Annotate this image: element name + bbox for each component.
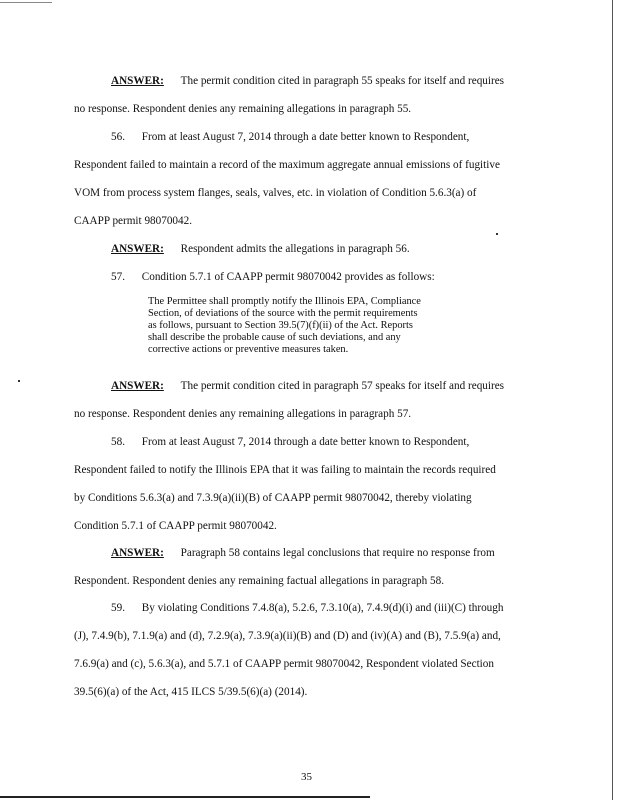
p56-number: 56. [111,131,125,143]
p55-answer-line-1 [111,74,504,88]
p57-number: 57. [111,271,125,283]
p59-line-2: (J), 7.4.9(b), 7.1.9(a) and (d), 7.2.9(a), 7.3.9(a)(ii)(B) and (D) and (iv)(A) and (B), 7.5.9(a) and, [74,630,501,642]
scan-speck [496,233,498,235]
p58-line-4: Condition 5.7.1 of CAAPP permit 98070042. [74,520,277,532]
p59-number: 59. [111,602,125,614]
p56-answer-line [111,242,410,256]
p56-line-1 [111,130,469,144]
p57-answer-line-1 [111,379,504,393]
p57-quote-line-5: corrective actions or preventive measures taken. [148,344,349,355]
p57-line-1 [111,270,435,284]
scan-bottom-rule [0,796,370,798]
answer-label: ANSWER: [111,243,164,255]
p58-number: 58. [111,436,125,448]
p57-quote-line-3: as follows, pursuant to Section 39.5(7)(f)(ii) of the Act. Reports [148,320,413,331]
p59-text-1: By violating Conditions 7.4.8(a), 5.2.6, 7.3.10(a), 7.4.9(d)(i) and (iii)(C) through [141,602,504,614]
p56-answer-text: Respondent admits the allegations in paragraph 56. [180,243,410,255]
p58-answer-text-1: Paragraph 58 contains legal conclusions that require no response from [180,547,495,559]
p57-quote-line-2: Section, of deviations of the source with the permit requirements [148,308,418,319]
p57-intro: Condition 5.7.1 of CAAPP permit 98070042 provides as follows: [141,271,435,283]
answer-label: ANSWER: [111,380,164,392]
p56-line-4: CAAPP permit 98070042. [74,215,192,227]
scan-top-mark [0,2,52,3]
p56-line-2: Respondent failed to maintain a record of the maximum aggregate annual emissions of fugitive [74,159,500,171]
scan-speck [18,380,20,382]
p58-text-1: From at least August 7, 2014 through a date better known to Respondent, [141,436,470,448]
p58-line-1 [111,435,469,449]
p57-answer-text-1: The permit condition cited in paragraph 57 speaks for itself and requires [180,380,505,392]
p59-line-1 [111,601,503,615]
p57-quote-line-1: The Permittee shall promptly notify the Illinois EPA, Compliance [148,296,421,307]
p55-answer-line-2: no response. Respondent denies any remaining allegations in paragraph 55. [74,103,412,115]
answer-label: ANSWER: [111,547,164,559]
p56-text-1: From at least August 7, 2014 through a date better known to Respondent, [141,131,470,143]
p57-quote-line-4: shall describe the probable cause of such deviations, and any [148,332,401,343]
p58-line-3: by Conditions 5.6.3(a) and 7.3.9(a)(ii)(B) of CAAPP permit 98070042, thereby violating [74,492,472,504]
p58-answer-line-1 [111,546,495,560]
p59-line-4: 39.5(6)(a) of the Act, 415 ILCS 5/39.5(6)(a) (2014). [74,686,308,698]
answer-label: ANSWER: [111,75,164,87]
p57-answer-line-2: no response. Respondent denies any remaining allegations in paragraph 57. [74,408,412,420]
p59-line-3: 7.6.9(a) and (c), 5.6.3(a), and 5.7.1 of CAAPP permit 98070042, Respondent violated Section [74,658,494,670]
p58-line-2: Respondent failed to notify the Illinois EPA that it was failing to maintain the records required [74,464,496,476]
p58-answer-line-2: Respondent. Respondent denies any remaining factual allegations in paragraph 58. [74,575,445,587]
p56-line-3: VOM from process system flanges, seals, valves, etc. in violation of Condition 5.6.3(a) of [74,187,477,199]
p55-answer-text-1: The permit condition cited in paragraph 55 speaks for itself and requires [180,75,505,87]
page-right-border [612,0,613,800]
page-number: 35 [301,771,312,783]
